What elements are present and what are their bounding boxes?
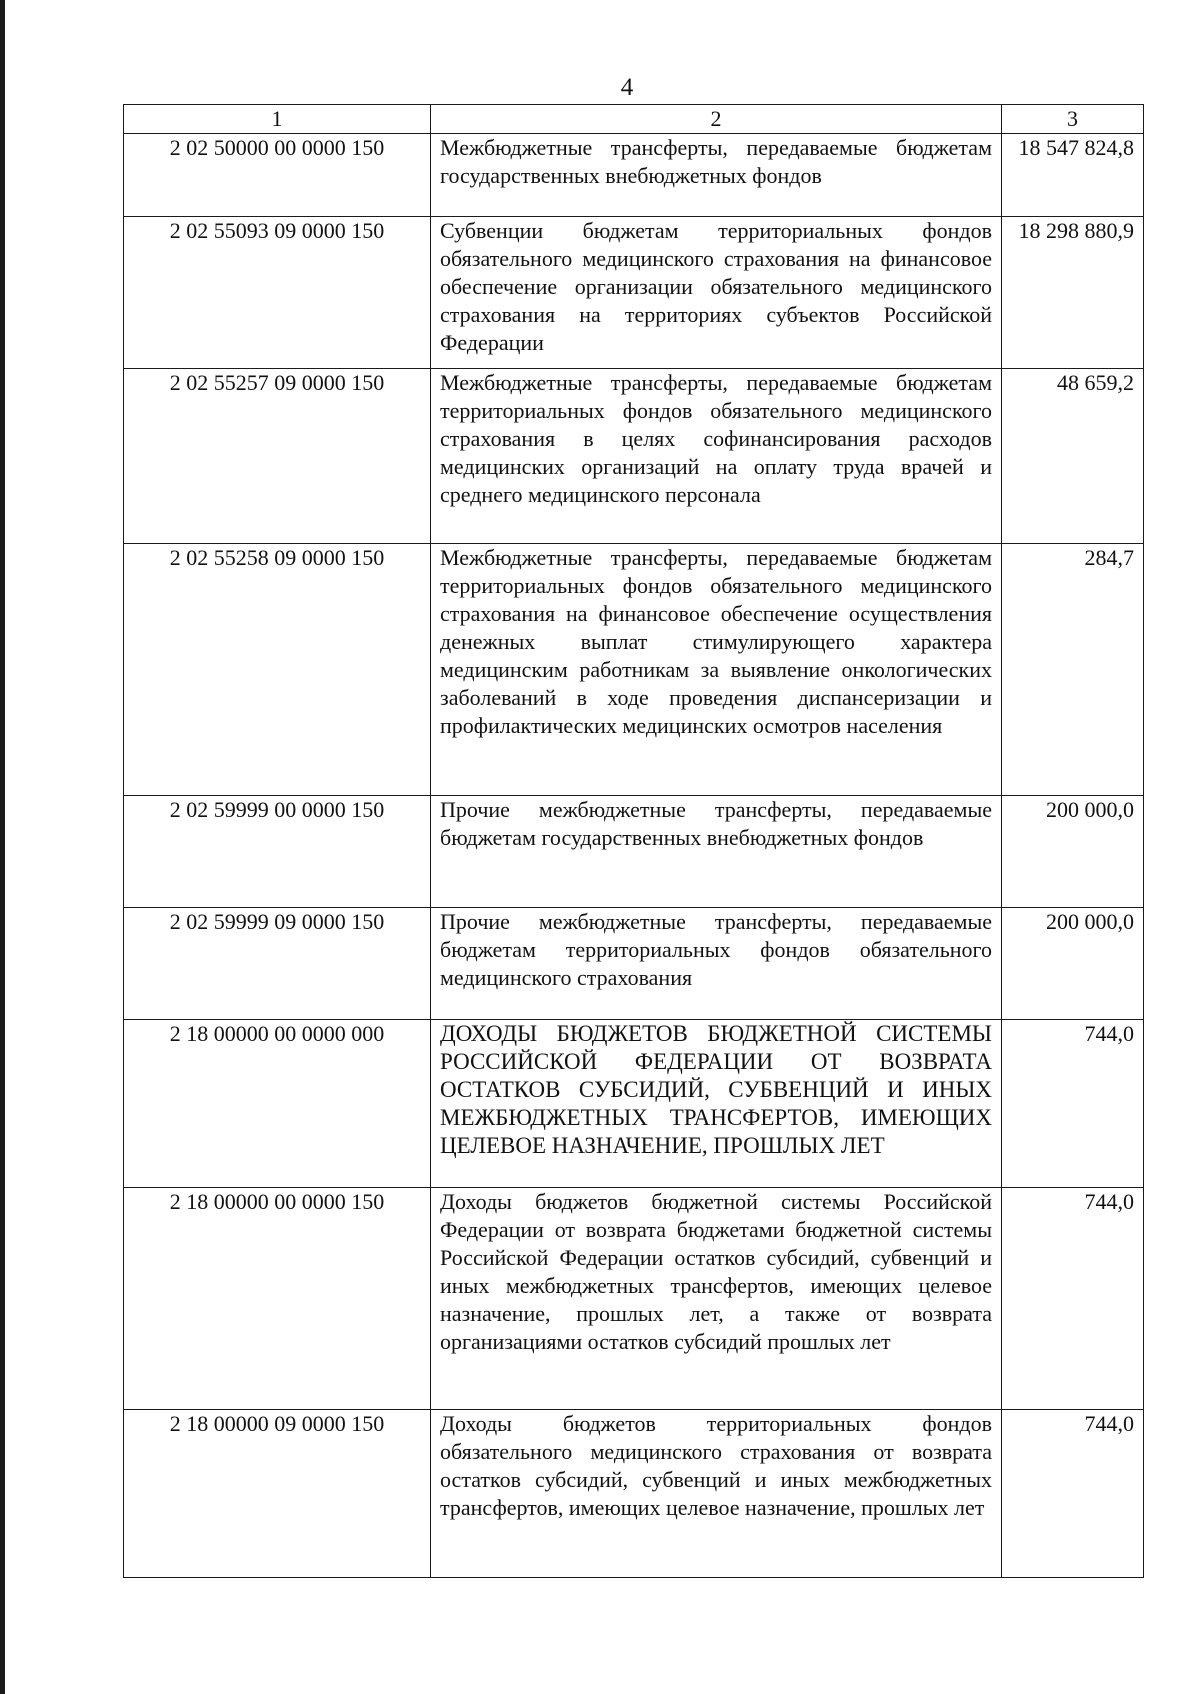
row-name: Субвенции бюджетам территориальных фондов обязательного медицинского страхования на финансовое обеспечение организации обязательного медицинского страхования на территориях субъектов Российской Федерации [431,217,1002,369]
row-amount: 744,0 [1002,1020,1144,1188]
row-code: 2 02 59999 09 0000 150 [124,908,431,1020]
row-code: 2 18 00000 00 0000 150 [124,1188,431,1410]
row-code: 2 02 59999 00 0000 150 [124,796,431,908]
column-header-3: 3 [1002,105,1144,134]
table-row [124,1020,1144,1188]
column-header-2: 2 [431,105,1002,134]
row-code: 2 02 55258 09 0000 150 [124,544,431,796]
row-code: 2 18 00000 00 0000 000 [124,1020,431,1188]
table-row [124,908,1144,1020]
row-code: 2 02 55257 09 0000 150 [124,369,431,544]
table-row [124,134,1144,217]
row-name: Прочие межбюджетные трансферты, передаваемые бюджетам государственных внебюджетных фондов [431,796,1002,908]
row-name: Межбюджетные трансферты, передаваемые бюджетам государственных внебюджетных фондов [431,134,1002,217]
row-name: Прочие межбюджетные трансферты, передаваемые бюджетам территориальных фондов обязательного медицинского страхования [431,908,1002,1020]
row-name: Доходы бюджетов территориальных фондов обязательного медицинского страхования от возврата остатков субсидий, субвенций и иных межбюджетных трансфертов, имеющих целевое назначение, прошлых лет [431,1410,1002,1578]
page-number: 4 [620,74,634,101]
table-row [124,796,1144,908]
row-amount: 48 659,2 [1002,369,1144,544]
row-name: ДОХОДЫ БЮДЖЕТОВ БЮДЖЕТНОЙ СИСТЕМЫ РОССИЙСКОЙ ФЕДЕРАЦИИ ОТ ВОЗВРАТА ОСТАТКОВ СУБСИДИЙ, СУБВЕНЦИЙ И ИНЫХ МЕЖБЮДЖЕТНЫХ ТРАНСФЕРТОВ, ИМЕЮЩИХ ЦЕЛЕВОЕ НАЗНАЧЕНИЕ, ПРОШЛЫХ ЛЕТ [431,1020,1002,1188]
row-amount: 200 000,0 [1002,908,1144,1020]
budget-revenue-table [123,104,1144,1578]
row-name: Доходы бюджетов бюджетной системы Российской Федерации от возврата бюджетами бюджетной системы Российской Федерации остатков субсидий, субвенций и иных межбюджетных трансфертов, имеющих целевое назначение, прошлых лет, а также от возврата организациями остатков субсидий прошлых лет [431,1188,1002,1410]
row-amount: 18 298 880,9 [1002,217,1144,369]
scan-left-edge [0,0,5,1694]
row-amount: 200 000,0 [1002,796,1144,908]
row-name: Межбюджетные трансферты, передаваемые бюджетам территориальных фондов обязательного медицинского страхования на финансовое обеспечение осуществления денежных выплат стимулирующего характера медицинским работникам за выявление онкологических заболеваний в ходе проведения диспансеризации и профилактических медицинских осмотров населения [431,544,1002,796]
table-row [124,217,1144,369]
table-row [124,544,1144,796]
table-row [124,1188,1144,1410]
row-code: 2 02 50000 00 0000 150 [124,134,431,217]
row-amount: 744,0 [1002,1188,1144,1410]
table-row [124,369,1144,544]
table-row [124,1410,1144,1578]
row-amount: 18 547 824,8 [1002,134,1144,217]
row-name: Межбюджетные трансферты, передаваемые бюджетам территориальных фондов обязательного медицинского страхования в целях софинансирования расходов медицинских организаций на оплату труда врачей и среднего медицинского персонала [431,369,1002,544]
column-header-1: 1 [124,105,431,134]
row-code: 2 18 00000 09 0000 150 [124,1410,431,1578]
table-header-row [124,105,1144,134]
row-amount: 744,0 [1002,1410,1144,1578]
row-amount: 284,7 [1002,544,1144,796]
row-code: 2 02 55093 09 0000 150 [124,217,431,369]
